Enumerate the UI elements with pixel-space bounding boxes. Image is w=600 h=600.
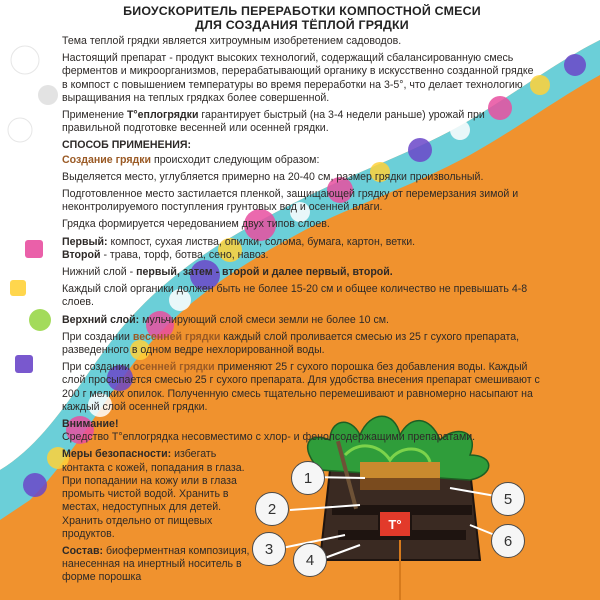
step-1: Выделяется место, углубляется примерно на 20-40 см, размер грядки произвольный. (62, 170, 484, 183)
page-title (62, 4, 542, 32)
autumn-post: применяют 25 г сухого порошка без добавления воды. Каждый слой просыпается смесью 25 г сухого препарата. Для удобства внесения препарат смешивают с 200 г мелких опилок. Полученную смесь тщательно перемешивают и равномерно насыпают на каждый слой осенней грядки. (62, 361, 540, 413)
dial-3-label: 3 (264, 540, 274, 558)
bed-label: Создание грядки (62, 153, 152, 166)
dial-6-label: 6 (503, 532, 513, 550)
safety (62, 448, 252, 540)
intro-paragraph-1: Тема теплой грядки является хитроумным изобретением садоводов. (62, 35, 402, 47)
top-text: мульчирующий слой смеси земли не более 10 см. (139, 313, 389, 326)
step-3: Грядка формируется чередованием двух типов слоев. (62, 218, 330, 231)
bed-creation (62, 154, 542, 167)
spring-pre: При создании (62, 330, 133, 343)
safety-text: избегать контакта с кожей, попадания в глаза. При попадании на кожу или в глаза промыть чистой водой. Хранить в местах, недоступных для детей. Хранить отдельно от пищевых продуктов. (62, 448, 245, 540)
intro-paragraph-3 (62, 109, 542, 135)
first-label: Первый: (62, 235, 108, 248)
safety-label: Меры безопасности: (62, 448, 172, 461)
attention-label: Внимание! (62, 418, 119, 431)
dial-2-label: 2 (267, 500, 277, 518)
layer-first (62, 236, 542, 249)
autumn-label: осенней грядки (132, 361, 215, 374)
spring-post: каждый слой проливается смесью из 25 г сухого препарата, разведенного в одном ведре нехлорированной воды. (62, 330, 520, 357)
intro3-pre: Применение (62, 109, 127, 122)
layer-order (62, 266, 542, 279)
composition (62, 545, 252, 585)
spring-label: весенней грядки (132, 330, 221, 343)
intro3-post: гарантирует быстрый (на 3-4 недели раньше) урожай при правильной подготовке весенней или осенней грядки. (62, 109, 485, 135)
title-line-2: ДЛЯ СОЗДАНИЯ ТЁПЛОЙ ГРЯДКИ (195, 18, 409, 32)
autumn-pre: При создании (62, 361, 133, 374)
instructions-text (62, 4, 542, 589)
first-text: компост, сухая листва, опилки, солома, бумага, картон, ветки. (107, 235, 416, 248)
step-2: Подготовленное место застилается пленкой, защищающей грядку от перемерзания зимой и неконтролируемого поступления грунтовых вод и осенней влаги. (62, 188, 519, 214)
brand-name: Т°еплогрядки (126, 109, 199, 122)
composition-text: биоферментная композиция, нанесенная на инертный носитель в форме порошка (62, 544, 250, 584)
second-label: Второй (62, 248, 101, 261)
top-label: Верхний слой: (62, 313, 140, 326)
bottom-bold: первый, затем - второй и далее первый, второй. (136, 266, 393, 279)
attention-text: Средство Т°еплогрядка несовместимо с хлор- и фенолсодержащими препаратами. (62, 431, 476, 444)
layer-second (62, 249, 542, 262)
spring-bed (62, 331, 542, 357)
organic-limit: Каждый слой органики должен быть не более 15-20 см и общее количество не превышать 4-8 слоев. (62, 283, 528, 309)
dial-1-label: 1 (303, 469, 313, 487)
top-layer (62, 314, 542, 327)
method-heading: СПОСОБ ПРИМЕНЕНИЯ: (62, 139, 191, 152)
autumn-bed (62, 361, 542, 414)
dial-4-label: 4 (305, 551, 315, 569)
brand-logo-letter: Т° (388, 516, 402, 532)
second-text: - трава, торф, ботва, сено, навоз. (100, 248, 269, 261)
bed-rest: происходит следующим образом: (151, 153, 320, 166)
intro-paragraph-2: Настоящий препарат - продукт высоких технологий, содержащий сбалансированную смесь ферментов и микроорганизмов, перерабатывающий органику в искусственно созданной грядке в компост с повышением температуры во время переработки на 3-5°, что делает технологию выращивания на теплых грядках более совершенной. (62, 52, 534, 104)
bottom-pre: Нижний слой - (62, 266, 137, 279)
dial-5-label: 5 (503, 490, 513, 508)
composition-label: Состав: (62, 544, 103, 557)
title-line-1: БИОУСКОРИТЕЛЬ ПЕРЕРАБОТКИ КОМПОСТНОЙ СМЕСИ (123, 4, 481, 18)
